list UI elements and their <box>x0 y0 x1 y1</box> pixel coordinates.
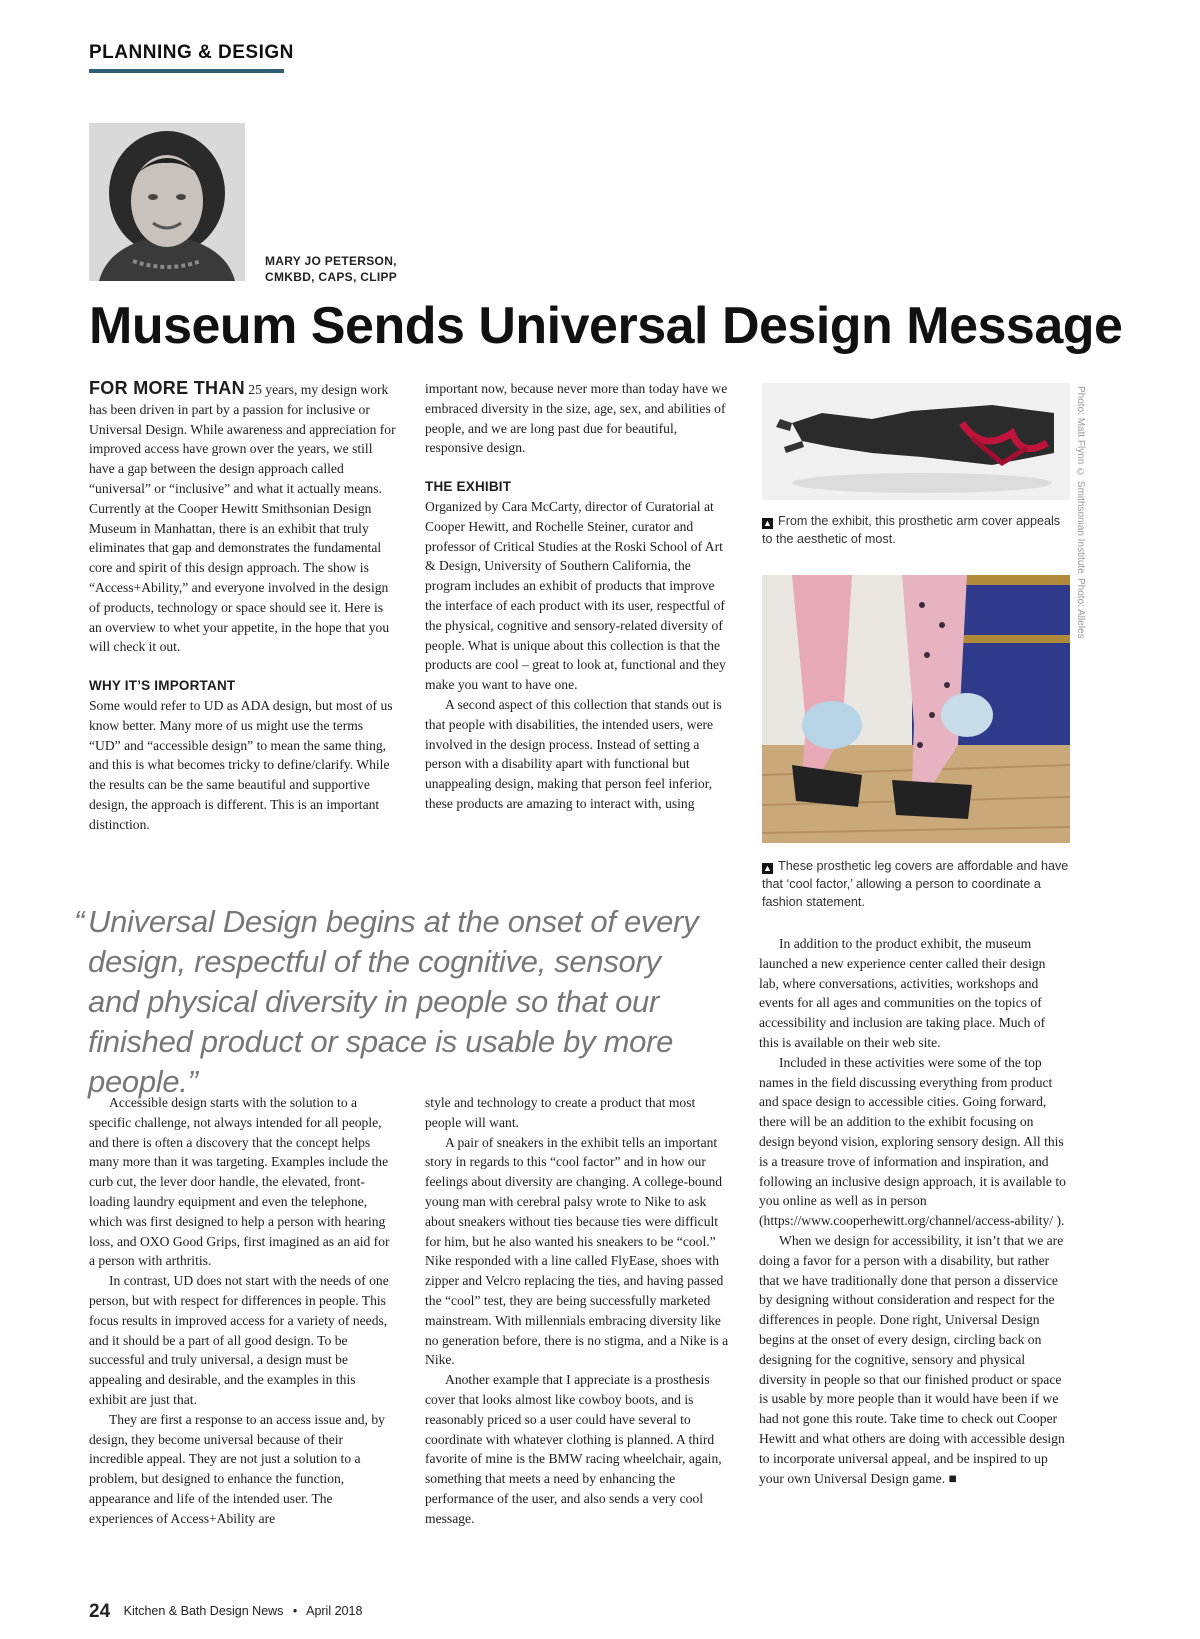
article-column-5 <box>425 1093 732 1529</box>
exhibit-paragraph-2: A second aspect of this collection that stands out is that people with disabilities, the intended users, were involved in the design process. Instead of setting a person with a disability apart with functional but unappealing design, making that person feel inferior, these products are amazing to interact with, using <box>425 696 722 811</box>
photo-credit-2: Photo: Alleles <box>1075 578 1086 639</box>
lead-in: FOR MORE THAN <box>89 378 245 398</box>
author-credentials: CMKBD, CAPS, CLIPP <box>265 270 398 284</box>
page-number: 24 <box>89 1601 111 1622</box>
sneakers-paragraph: A pair of sneakers in the exhibit tells an important story in regards to this “cool factor” and in how our feelings about diversity are changing. A college-bound young man with cerebral palsy wrote to Nike to ask about sneakers without ties because ties were difficult for him, but he also wanted his sneakers to be “cool.” Nike responded with a line called FlyEase, shoes with zipper and Velcro replacing the ties, and having passed the “cool” test, they are being successfully marketed mainstream. With millennials embracing diversity like no generation before, there is no stigma, and a Nike is a Nike. <box>425 1134 729 1368</box>
pull-quote-text: Universal Design begins at the onset of every design, respectful of the cognitive, sensory and physical diversity in people so that our finished product or space is usable by more people.” <box>88 904 699 1099</box>
ud-contrast-paragraph: In contrast, UD does not start with the needs of one person, but with respect for differences in people. This focus results in improved access for a variety of needs, and it should be a part of all good design. To be successful and truly universal, a design must be appealing and desirable, and the examples in this exhibit are just that. <box>89 1273 389 1407</box>
activities-paragraph: Included in these activities were some of the top names in the field discussing everything from product and space design to accessible cities. Going forward, there will be an addition to the exhibit focusing on design beyond vision, exploring sensory design. All this is a treasure trove of information and inspiration, and following an inclusive design approach, it is available to you online as well as in person (https://www.cooperhewitt.org/channel/access-ability/ ). <box>759 1054 1066 1229</box>
pull-quote <box>74 902 714 1102</box>
col5-paragraph-1: style and technology to create a product that most people will want. <box>425 1095 696 1130</box>
accessible-design-paragraph: Accessible design starts with the solution to a specific challenge, not always intended for all people, and there is often a discovery that the concept helps many more than it was targeting. Examples include the curb cut, the lever door handle, the elevated, front-loading laundry equipment and even the telephone, which was first designed to help a person with hearing loss, and OXO Good Grips, first imagined as an aid for a person with arthritis. <box>89 1095 390 1269</box>
caption-2-text: These prosthetic leg covers are affordable and have that ‘cool factor,’ allowing a person to coordinate a fashion statement. <box>762 859 1069 909</box>
footer-separator: • <box>292 1604 298 1618</box>
issue-date: April 2018 <box>306 1604 363 1618</box>
design-lab-paragraph: In addition to the product exhibit, the museum launched a new experience center called their design lab, where conversations, activities, workshops and events for all ages and communities on the topics of accessibility and inclusion are taking place. Much of this is available on their web site. <box>759 936 1046 1050</box>
page-footer <box>89 1601 362 1623</box>
publication-name: Kitchen & Bath Design News <box>123 1604 284 1618</box>
pull-quote-open-mark: “ <box>74 904 85 939</box>
col2-paragraph-1: important now, because never more than today have we embraced diversity in the size, age, sex, and abilities of people, and we are long past due for beautiful, responsive design. <box>425 381 728 456</box>
caption-arrow-icon: ▲ <box>763 518 772 528</box>
article-column-1 <box>89 379 396 835</box>
section-label: PLANNING & DESIGN <box>89 42 294 63</box>
photo-caption-2 <box>762 857 1072 911</box>
prosthetic-leg-photo <box>762 575 1070 843</box>
author-photo <box>89 123 245 281</box>
conclusion-paragraph: When we design for accessibility, it isn’t that we are doing a favor for a person with a disability, but rather that we have traditionally done that person a disservice by designing without consideration and respect for the differences in people. Done right, Universal Design begins at the onset of every design, circling back on designing for the cognitive, sensory and physical diversity in people so that our finished product or space is usable by more people than it would have been if we had not gone this route. Take time to check out Cooper Hewitt and what others are doing with accessible design to incorporate universal appeal, and be inspired to up your own Universal Design game. ■ <box>759 1232 1065 1486</box>
intro-paragraph <box>89 379 396 657</box>
prosthesis-paragraph: Another example that I appreciate is a prosthesis cover that looks almost like cowboy boots, and is reasonably priced so a user could have several to coordinate with whatever clothing is planned. A third favorite of mine is the BMW racing wheelchair, again, something that meets a need by enhancing the performance of the user, and also sends a very cool message. <box>425 1372 722 1526</box>
author-byline <box>265 253 397 285</box>
section-rule <box>89 69 284 73</box>
photo-credit-1: Photo: Matt Flynn © Smithsonian Institute <box>1075 386 1086 574</box>
caption-1-text: From the exhibit, this prosthetic arm cover appeals to the aesthetic of most. <box>762 514 1061 546</box>
intro-text: 25 years, my design work has been driven in part by a passion for inclusive or Universal Design. While awareness and appreciation for improved access have grown over the years, we still have a gap between the design approach called “universal” or “inclusive” and what it actually means. Currently at the Cooper Hewitt Smithsonian Design Museum in Manhattan, there is an exhibit that truly eliminates that gap and demonstrates the fundamental core and spirit of this design approach. The show is “Access+Ability,” and everyone involved in the design of products, technology or space should see it. Here is an overview to whet your appetite, in the hope that you will check it out. <box>89 382 396 655</box>
why-paragraph: Some would refer to UD as ADA design, but most of us know better. Many more of us might use the terms “UD” and “accessible design” to mean the same thing, and this is what becomes tricky to define/clarify. While the results can be the same beautiful and supportive design, the approach is different. This is an important distinction. <box>89 697 393 832</box>
caption-arrow-icon: ▲ <box>763 863 772 873</box>
author-name: MARY JO PETERSON, <box>265 254 397 268</box>
article-column-4 <box>89 1093 396 1529</box>
prosthetic-arm-photo <box>762 383 1070 500</box>
exhibit-paragraph-1: Organized by Cara McCarty, director of Curatorial at Cooper Hewitt, and Rochelle Steiner, curator and professor of Critical Studies at the Roski School of Art & Design, University of Southern California, the program includes an exhibit of products that improve the interface of each product with its user, respectful of the physical, cognitive and sensory-related diversity of people. What is unique about this collection is that the products are cool – great to look at, functional and they make you want to have one. <box>425 498 726 693</box>
article-column-2 <box>425 379 732 814</box>
access-response-paragraph: They are first a response to an access issue and, by design, they become universal because of their incredible appeal. They are not just a solution to a problem, but designed to enhance the function, appearance and life of the intended user. The experiences of Access+Ability are <box>89 1411 385 1526</box>
why-heading: WHY IT’S IMPORTANT <box>89 678 236 694</box>
photo-caption-1 <box>762 512 1072 548</box>
article-column-6 <box>759 934 1068 1488</box>
article-headline: Museum Sends Universal Design Message <box>89 297 1123 355</box>
exhibit-heading: THE EXHIBIT <box>425 479 512 495</box>
